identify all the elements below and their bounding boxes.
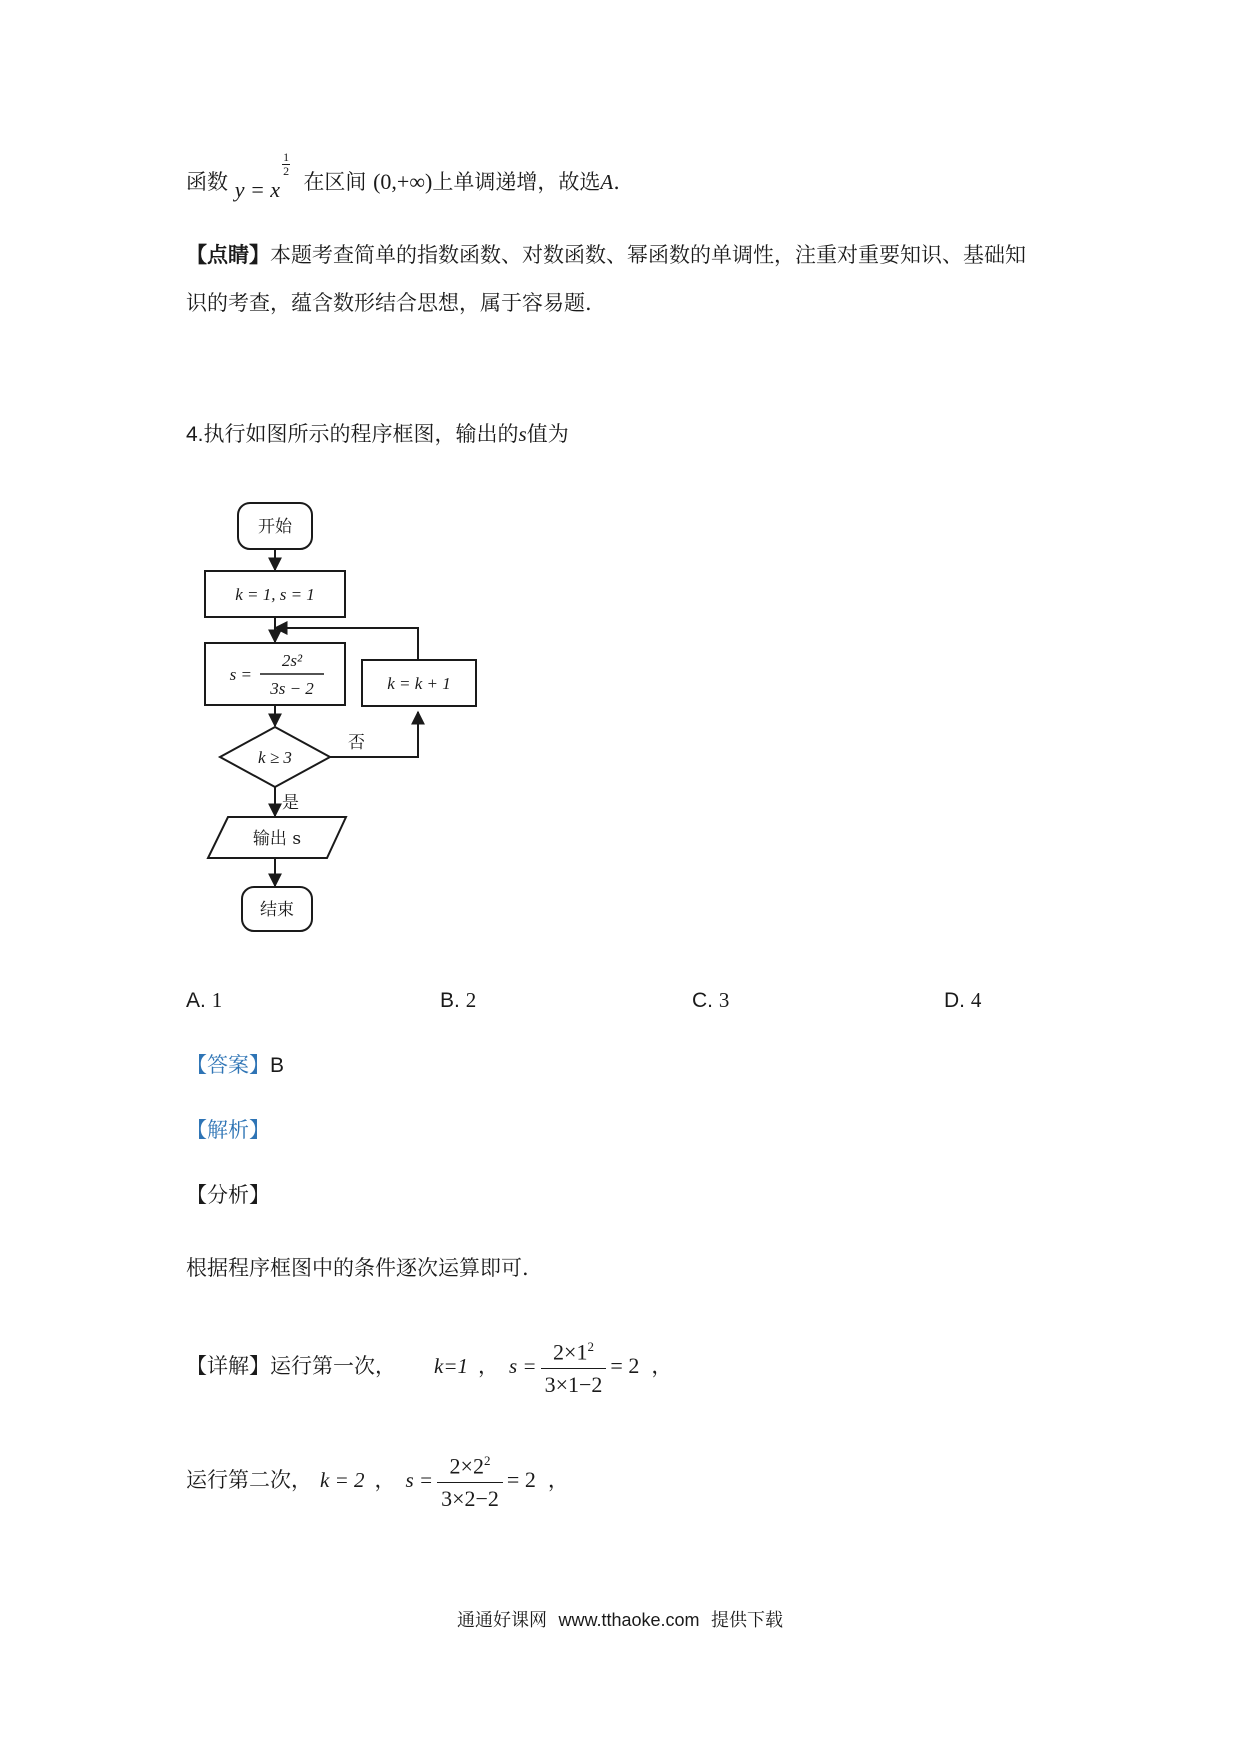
question-var: s bbox=[518, 422, 527, 446]
exponent-den: 2 bbox=[283, 164, 290, 178]
dianjing-line-2: 识的考查，蕴含数形结合思想，属于容易题. bbox=[186, 291, 592, 315]
run2-sep: ， bbox=[374, 1468, 396, 1492]
run2-s: s = bbox=[405, 1468, 434, 1492]
text-suffix: 上单调递增，故选 bbox=[432, 170, 601, 194]
end-label: 结束 bbox=[260, 900, 294, 920]
power-function: y = x bbox=[234, 177, 281, 202]
run2-end: ， bbox=[547, 1468, 569, 1492]
option-b-value: 2 bbox=[465, 988, 477, 1012]
assign-lhs: s = bbox=[229, 665, 252, 684]
option-a bbox=[186, 986, 222, 1015]
run1-label: 运行第一次， bbox=[270, 1354, 396, 1378]
assign-num: 2s² bbox=[281, 651, 303, 670]
footer-tail: 提供下载 bbox=[710, 1610, 783, 1631]
run2-fraction bbox=[437, 1447, 503, 1513]
interval: (0,+∞) bbox=[373, 169, 433, 194]
increment-label: k = k + 1 bbox=[387, 674, 451, 693]
page-footer bbox=[0, 1608, 1240, 1633]
dianjing-line-1 bbox=[186, 241, 1026, 269]
run2-label: 运行第二次， bbox=[186, 1468, 312, 1492]
init-label: k = 1, s = 1 bbox=[235, 585, 315, 604]
exponent-fraction bbox=[282, 151, 290, 178]
question-text-end: 值为 bbox=[526, 422, 569, 446]
text-prefix: 函数 bbox=[186, 170, 228, 194]
option-c-label: C. bbox=[692, 989, 719, 1012]
run2-result: = 2 bbox=[506, 1467, 536, 1492]
question-4 bbox=[186, 420, 569, 449]
condition-label: k ≥ 3 bbox=[258, 748, 292, 767]
no-label: 否 bbox=[348, 733, 365, 753]
answer-value: B bbox=[270, 1054, 285, 1077]
fenxi-text: 根据程序框图中的条件逐次运算即可. bbox=[186, 1256, 529, 1280]
option-a-value: 1 bbox=[211, 988, 223, 1012]
run1-k: k=1 bbox=[434, 1354, 468, 1378]
output-label: 输出 s bbox=[252, 829, 302, 849]
run1-s: s = bbox=[509, 1354, 537, 1378]
option-c-value: 3 bbox=[718, 988, 730, 1012]
option-a-label: A. bbox=[186, 989, 212, 1012]
run2-num-exp: 2 bbox=[483, 1452, 491, 1468]
footer-url-link[interactable]: www.tthaoke.com bbox=[558, 1610, 700, 1630]
run1-fraction bbox=[541, 1333, 607, 1399]
program-flowchart bbox=[200, 490, 500, 940]
assign-den: 3s − 2 bbox=[270, 679, 314, 698]
option-b-label: B. bbox=[440, 989, 466, 1012]
answer-tag: 【答案】 bbox=[186, 1053, 270, 1077]
answer-line bbox=[186, 1051, 284, 1080]
run1-result: = 2 bbox=[610, 1353, 640, 1378]
exponent-num: 1 bbox=[283, 150, 290, 164]
question-number: 4. bbox=[186, 423, 204, 446]
option-d bbox=[944, 986, 981, 1015]
yes-label: 是 bbox=[282, 793, 299, 813]
question-text: 执行如图所示的程序框图，输出的 bbox=[203, 422, 519, 446]
run1-den: 3×1−2 bbox=[544, 1372, 603, 1398]
run1-num-exp: 2 bbox=[587, 1338, 594, 1354]
jiexi-tag: 【解析】 bbox=[186, 1118, 270, 1142]
dianjing-tag: 【点睛】 bbox=[186, 242, 270, 267]
run2-den: 3×2−2 bbox=[441, 1486, 499, 1512]
fenxi-tag: 【分析】 bbox=[186, 1183, 270, 1207]
text-middle: 在区间 bbox=[303, 170, 367, 194]
run2-k: k = 2 bbox=[320, 1468, 365, 1492]
detail-run-2 bbox=[186, 1450, 569, 1510]
dianjing-text-1: 本题考查简单的指数函数、对数函数、幂函数的单调性，注重对重要知识、基础知 bbox=[270, 243, 1026, 267]
option-d-label: D. bbox=[944, 989, 971, 1012]
footer-site-name: 通通好课网 bbox=[457, 1610, 548, 1631]
choice-letter: A bbox=[600, 170, 614, 194]
run1-num: 2×1 bbox=[553, 1339, 588, 1365]
period: . bbox=[613, 170, 620, 194]
run2-num: 2×2 bbox=[449, 1453, 484, 1479]
option-d-value: 4 bbox=[970, 988, 982, 1012]
conclusion-line bbox=[186, 150, 620, 202]
run1-end: ， bbox=[651, 1354, 673, 1378]
option-b bbox=[440, 986, 476, 1015]
run1-sep: ， bbox=[478, 1354, 499, 1378]
option-c bbox=[692, 986, 729, 1015]
detail-run-1 bbox=[186, 1336, 672, 1396]
start-label: 开始 bbox=[258, 517, 292, 537]
detail-tag: 【详解】 bbox=[186, 1354, 270, 1378]
